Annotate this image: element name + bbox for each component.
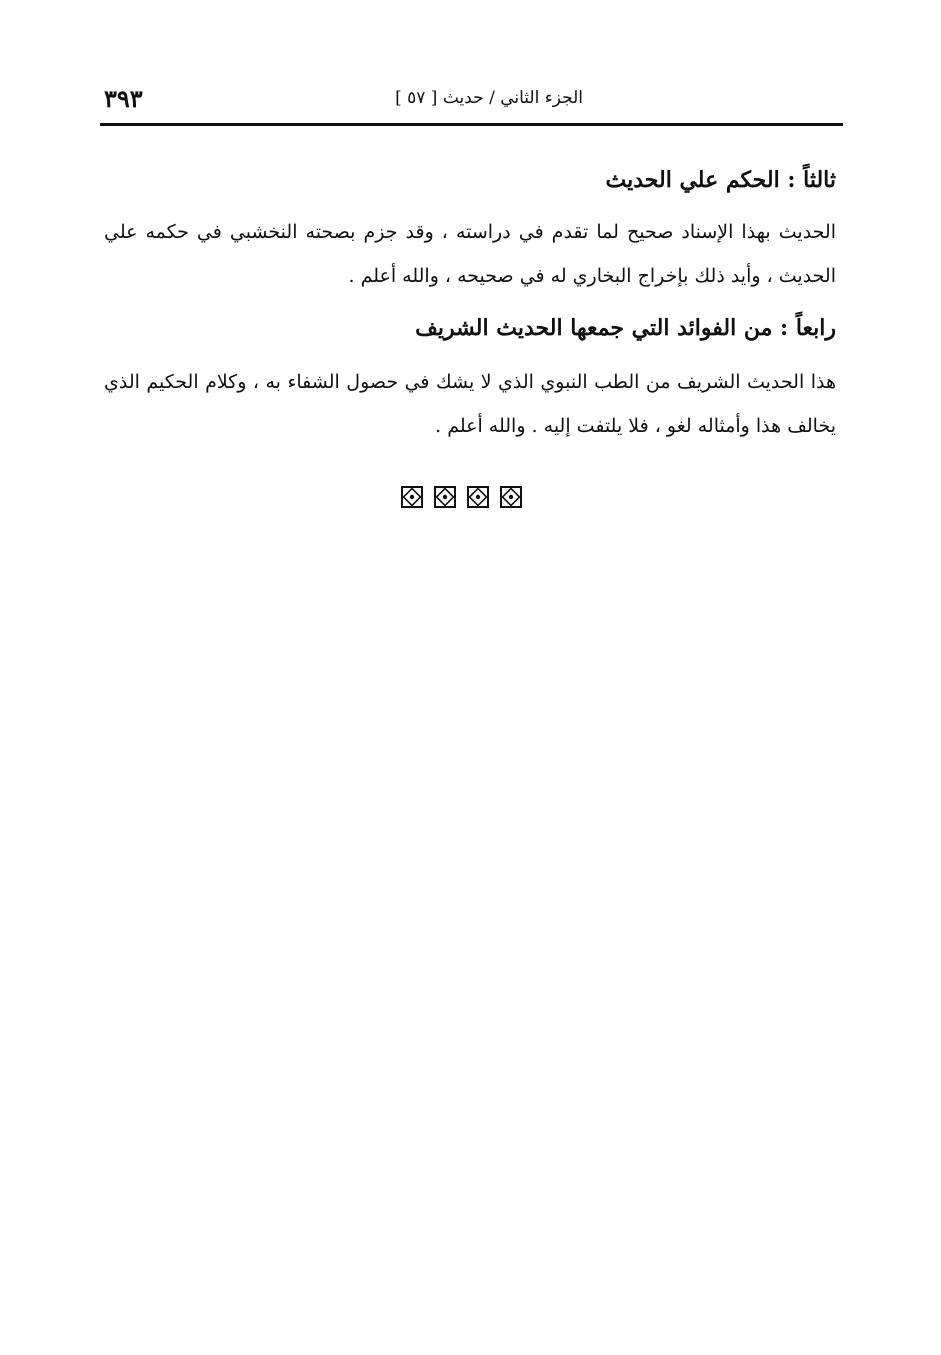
header-rule: [100, 123, 843, 126]
section-title-benefits: رابعاً : من الفوائد التي جمعها الحديث الشريف: [415, 315, 836, 341]
square-knot-ornament-icon: [434, 486, 456, 508]
square-knot-ornament-icon: [500, 486, 522, 508]
main-content: [104, 160, 836, 448]
section-body-benefits: هذا الحديث الشريف من الطب النبوي الذي لا يشك في حصول الشفاء به ، وكلام الحكيم الذي يخالف هذا وأمثاله لغو ، فلا يلتفت إليه . والله أعلم .: [104, 371, 836, 437]
page-header: [100, 84, 841, 120]
running-head: الجزء الثاني / حديث [ ٥٧ ]: [395, 88, 583, 108]
section-title-ruling: ثالثاً : الحكم علي الحديث: [605, 167, 836, 193]
square-knot-ornament-icon: [467, 486, 489, 508]
section-end-ornaments: [0, 486, 941, 516]
section-body-ruling: الحديث بهذا الإسناد صحيح لما تقدم في دراسته ، وقد جزم بصحته النخشبي في حكمه علي الحديث ، وأيد ذلك بإخراج البخاري له في صحيحه ، والله أعلم .: [104, 221, 836, 287]
page-number: ٣٩٣: [104, 84, 143, 113]
square-knot-ornament-icon: [401, 486, 423, 508]
